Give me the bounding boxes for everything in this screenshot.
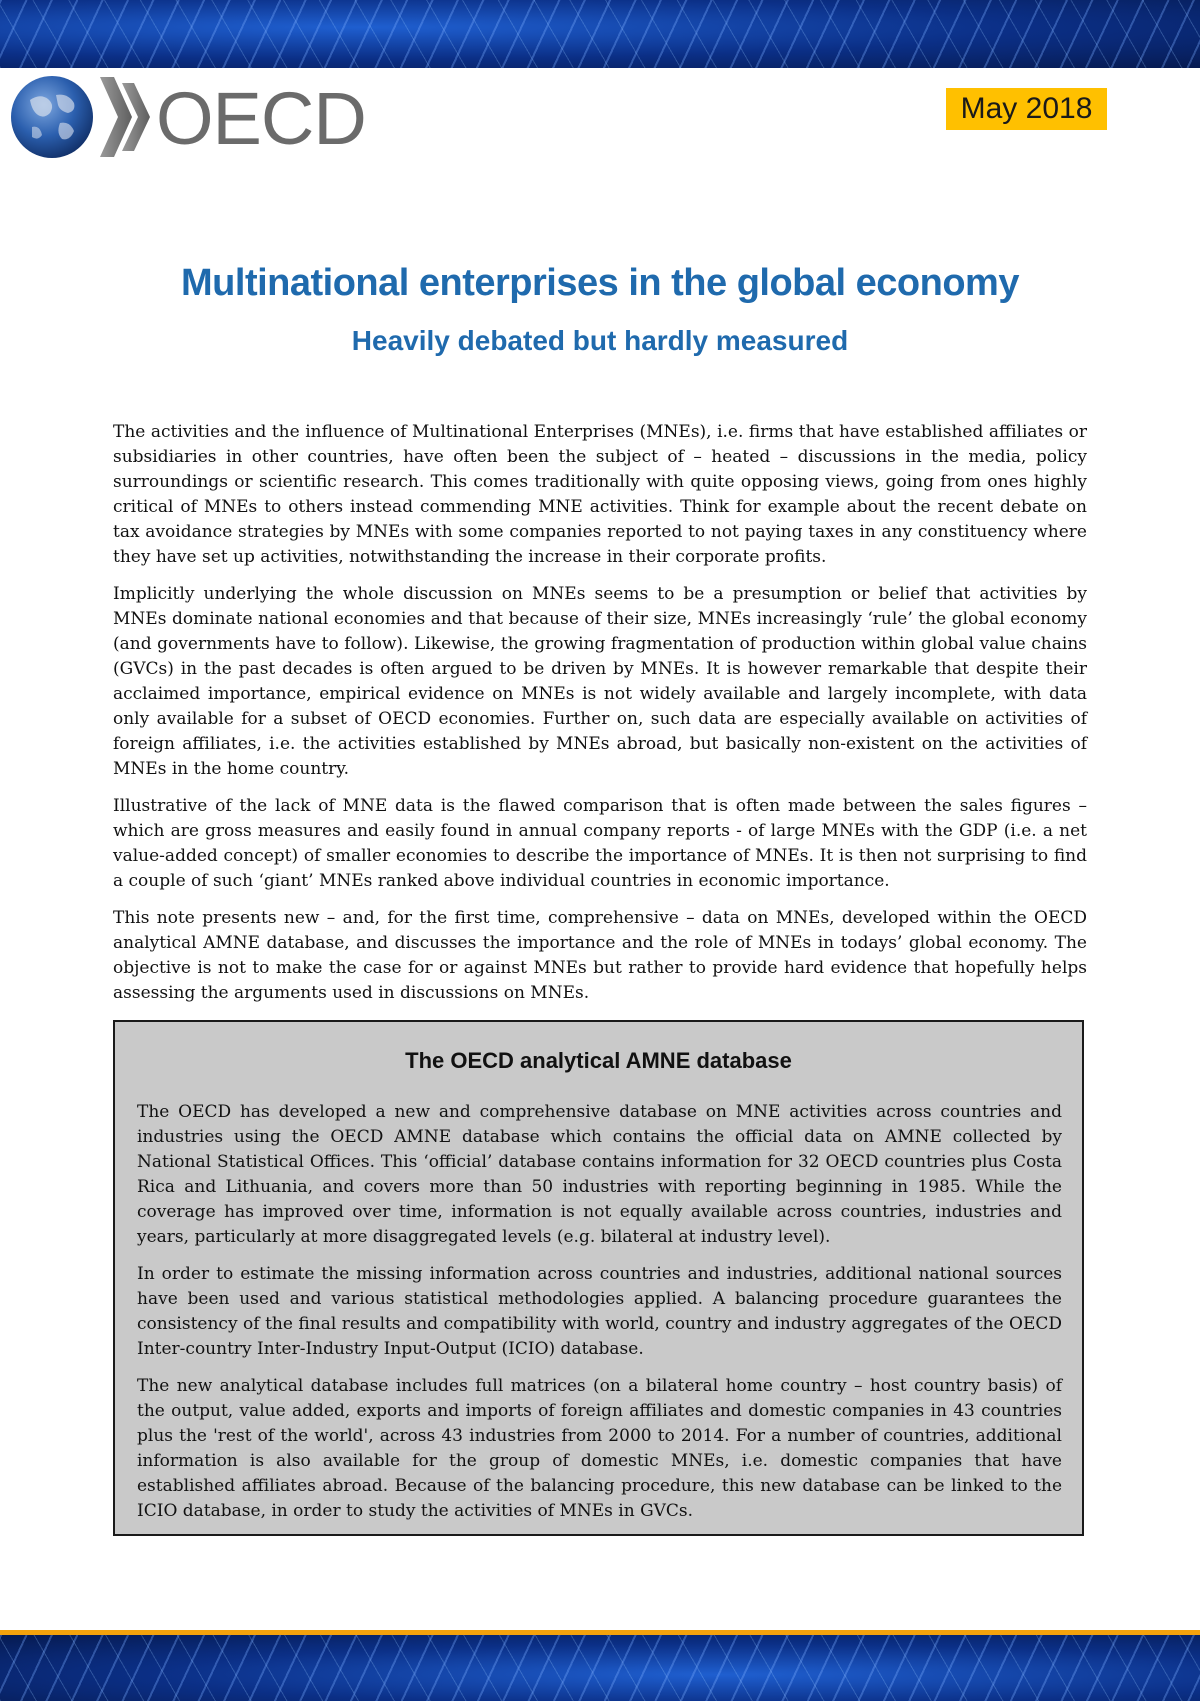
page-title: Multinational enterprises in the global economy [181, 262, 1019, 304]
amne-database-box [113, 1020, 1084, 1536]
paragraph: Illustrative of the lack of MNE data is the flawed comparison that is often made between the sales figures – which are gross measures and easily found in annual company reports - of large MNEs with the GDP (i.e. a net value-added concept) of smaller economies to describe the importance of MNEs. It is then not surprising to find a couple of such ‘giant’ MNEs ranked above individual countries in economic importance. [113, 796, 1087, 891]
globe-icon [10, 75, 156, 163]
date-badge: May 2018 [946, 88, 1107, 130]
box-text [137, 1100, 1062, 1536]
box-paragraph: The OECD has developed a new and comprehensive database on MNE activities across countries and industries using the OECD AMNE database which contains the official data on AMNE collected by National Statistical Offices. This ‘official’ database contains information for 32 OECD countries plus Costa Rica and Lithuania, and covers more than 50 industries with reporting beginning in 1985. While the coverage has improved over time, information is not equally available across countries, industries and years, particularly at more disaggregated levels (e.g. bilateral at industry level). [137, 1102, 1062, 1247]
paragraph: Implicitly underlying the whole discussion on MNEs seems to be a presumption or belief that activities by MNEs dominate national economies and that because of their size, MNEs increasingly ‘rule’ the global economy (and governments have to follow). Likewise, the growing fragmentation of production within global value chains (GVCs) in the past decades is often argued to be driven by MNEs. It is however remarkable that despite their acclaimed importance, empirical evidence on MNEs is not widely available and largely incomplete, with data only available for a subset of OECD economies. Further on, such data are especially available on activities of foreign affiliates, i.e. the activities established by MNEs abroad, but basically non-existent on the activities of MNEs in the home country. [113, 584, 1087, 779]
bottom-decorative-banner [0, 1630, 1200, 1701]
oecd-logo [10, 75, 370, 163]
oecd-wordmark: OECD [156, 77, 366, 160]
body-text [113, 420, 1087, 1018]
paragraph: The activities and the influence of Multinational Enterprises (MNEs), i.e. firms that have established affiliates or subsidiaries in other countries, have often been the subject of – heated – discussions in the media, policy surroundings or scientific research. This comes traditionally with quite opposing views, going from ones highly critical of MNEs to others instead commending MNE activities. Think for example about the recent debate on tax avoidance strategies by MNEs with some companies reported to not paying taxes in any constituency where they have set up activities, notwithstanding the increase in their corporate profits. [113, 422, 1087, 567]
page-subtitle: Heavily debated but hardly measured [351, 325, 849, 356]
top-decorative-banner [0, 0, 1200, 68]
paragraph: This note presents new – and, for the first time, comprehensive – data on MNEs, developed within the OECD analytical AMNE database, and discusses the importance and the role of MNEs in todays’ global economy. The objective is not to make the case for or against MNEs but rather to provide hard evidence that hopefully helps assessing the arguments used in discussions on MNEs. [113, 908, 1087, 1003]
box-paragraph: The new analytical database includes full matrices (on a bilateral home country – host country basis) of the output, value added, exports and imports of foreign affiliates and domestic companies in 43 countries plus the 'rest of the world', across 43 industries from 2000 to 2014. For a number of countries, additional information is also available for the group of domestic MNEs, i.e. domestic companies that have established affiliates abroad. Because of the balancing procedure, this new database can be linked to the ICIO database, in order to study the activities of MNEs in GVCs. [137, 1376, 1062, 1521]
box-title: The OECD analytical AMNE database [405, 1048, 792, 1073]
box-paragraph: In order to estimate the missing information across countries and industries, additional national sources have been used and various statistical methodologies applied. A balancing procedure guarantees the consistency of the final results and compatibility with world, country and industry aggregates of the OECD Inter-country Inter-Industry Input-Output (ICIO) database. [137, 1264, 1062, 1359]
